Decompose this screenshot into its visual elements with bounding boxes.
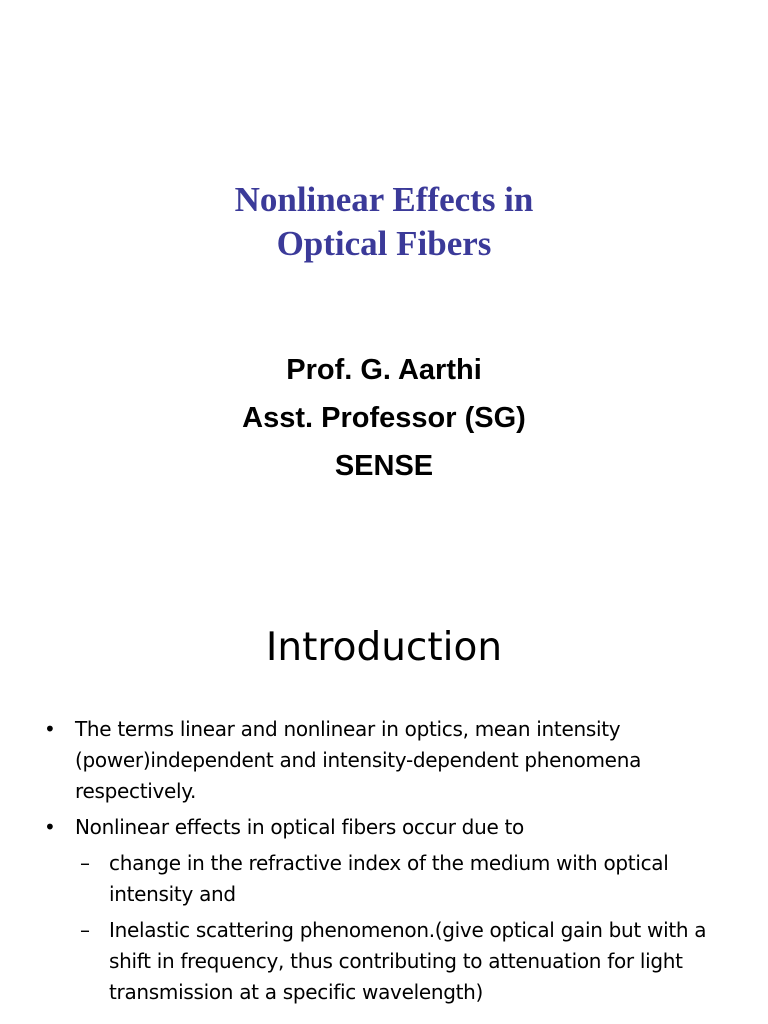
author-name: Prof. G. Aarthi (286, 354, 482, 386)
bullet-text: The terms linear and nonlinear in optics, mean intensity (power)independent and intensity-dependent phenomena respectively. (75, 717, 642, 803)
author-department: SENSE (334, 450, 434, 482)
sub-bullet-marker: – (80, 918, 90, 942)
sub-bullet-text: change in the refractive index of the medium with optical intensity and (109, 851, 669, 906)
bullet-marker: • (44, 815, 56, 839)
sub-bullet-item (0, 915, 719, 1008)
author-block (0, 346, 768, 490)
bullet-item (0, 812, 705, 843)
sub-bullet-item (0, 848, 719, 910)
bullet-text: Nonlinear effects in optical fibers occur due to (75, 815, 524, 839)
bullet-item (0, 714, 705, 807)
author-position: Asst. Professor (SG) (242, 402, 526, 434)
section-heading: Introduction (265, 625, 503, 670)
sub-bullet-text: Inelastic scattering phenomenon.(give optical gain but with a shift in frequency, thus contributing to attenuation for light transmission at a specific wavelength) (109, 918, 707, 1004)
slide-title-line-1: Nonlinear Effects in (234, 180, 534, 219)
sub-bullet-marker: – (80, 851, 90, 875)
slide-title-line-2: Optical Fibers (276, 224, 492, 263)
slide-title (0, 178, 768, 266)
bullet-list (0, 714, 768, 1008)
bullet-marker: • (44, 717, 56, 741)
